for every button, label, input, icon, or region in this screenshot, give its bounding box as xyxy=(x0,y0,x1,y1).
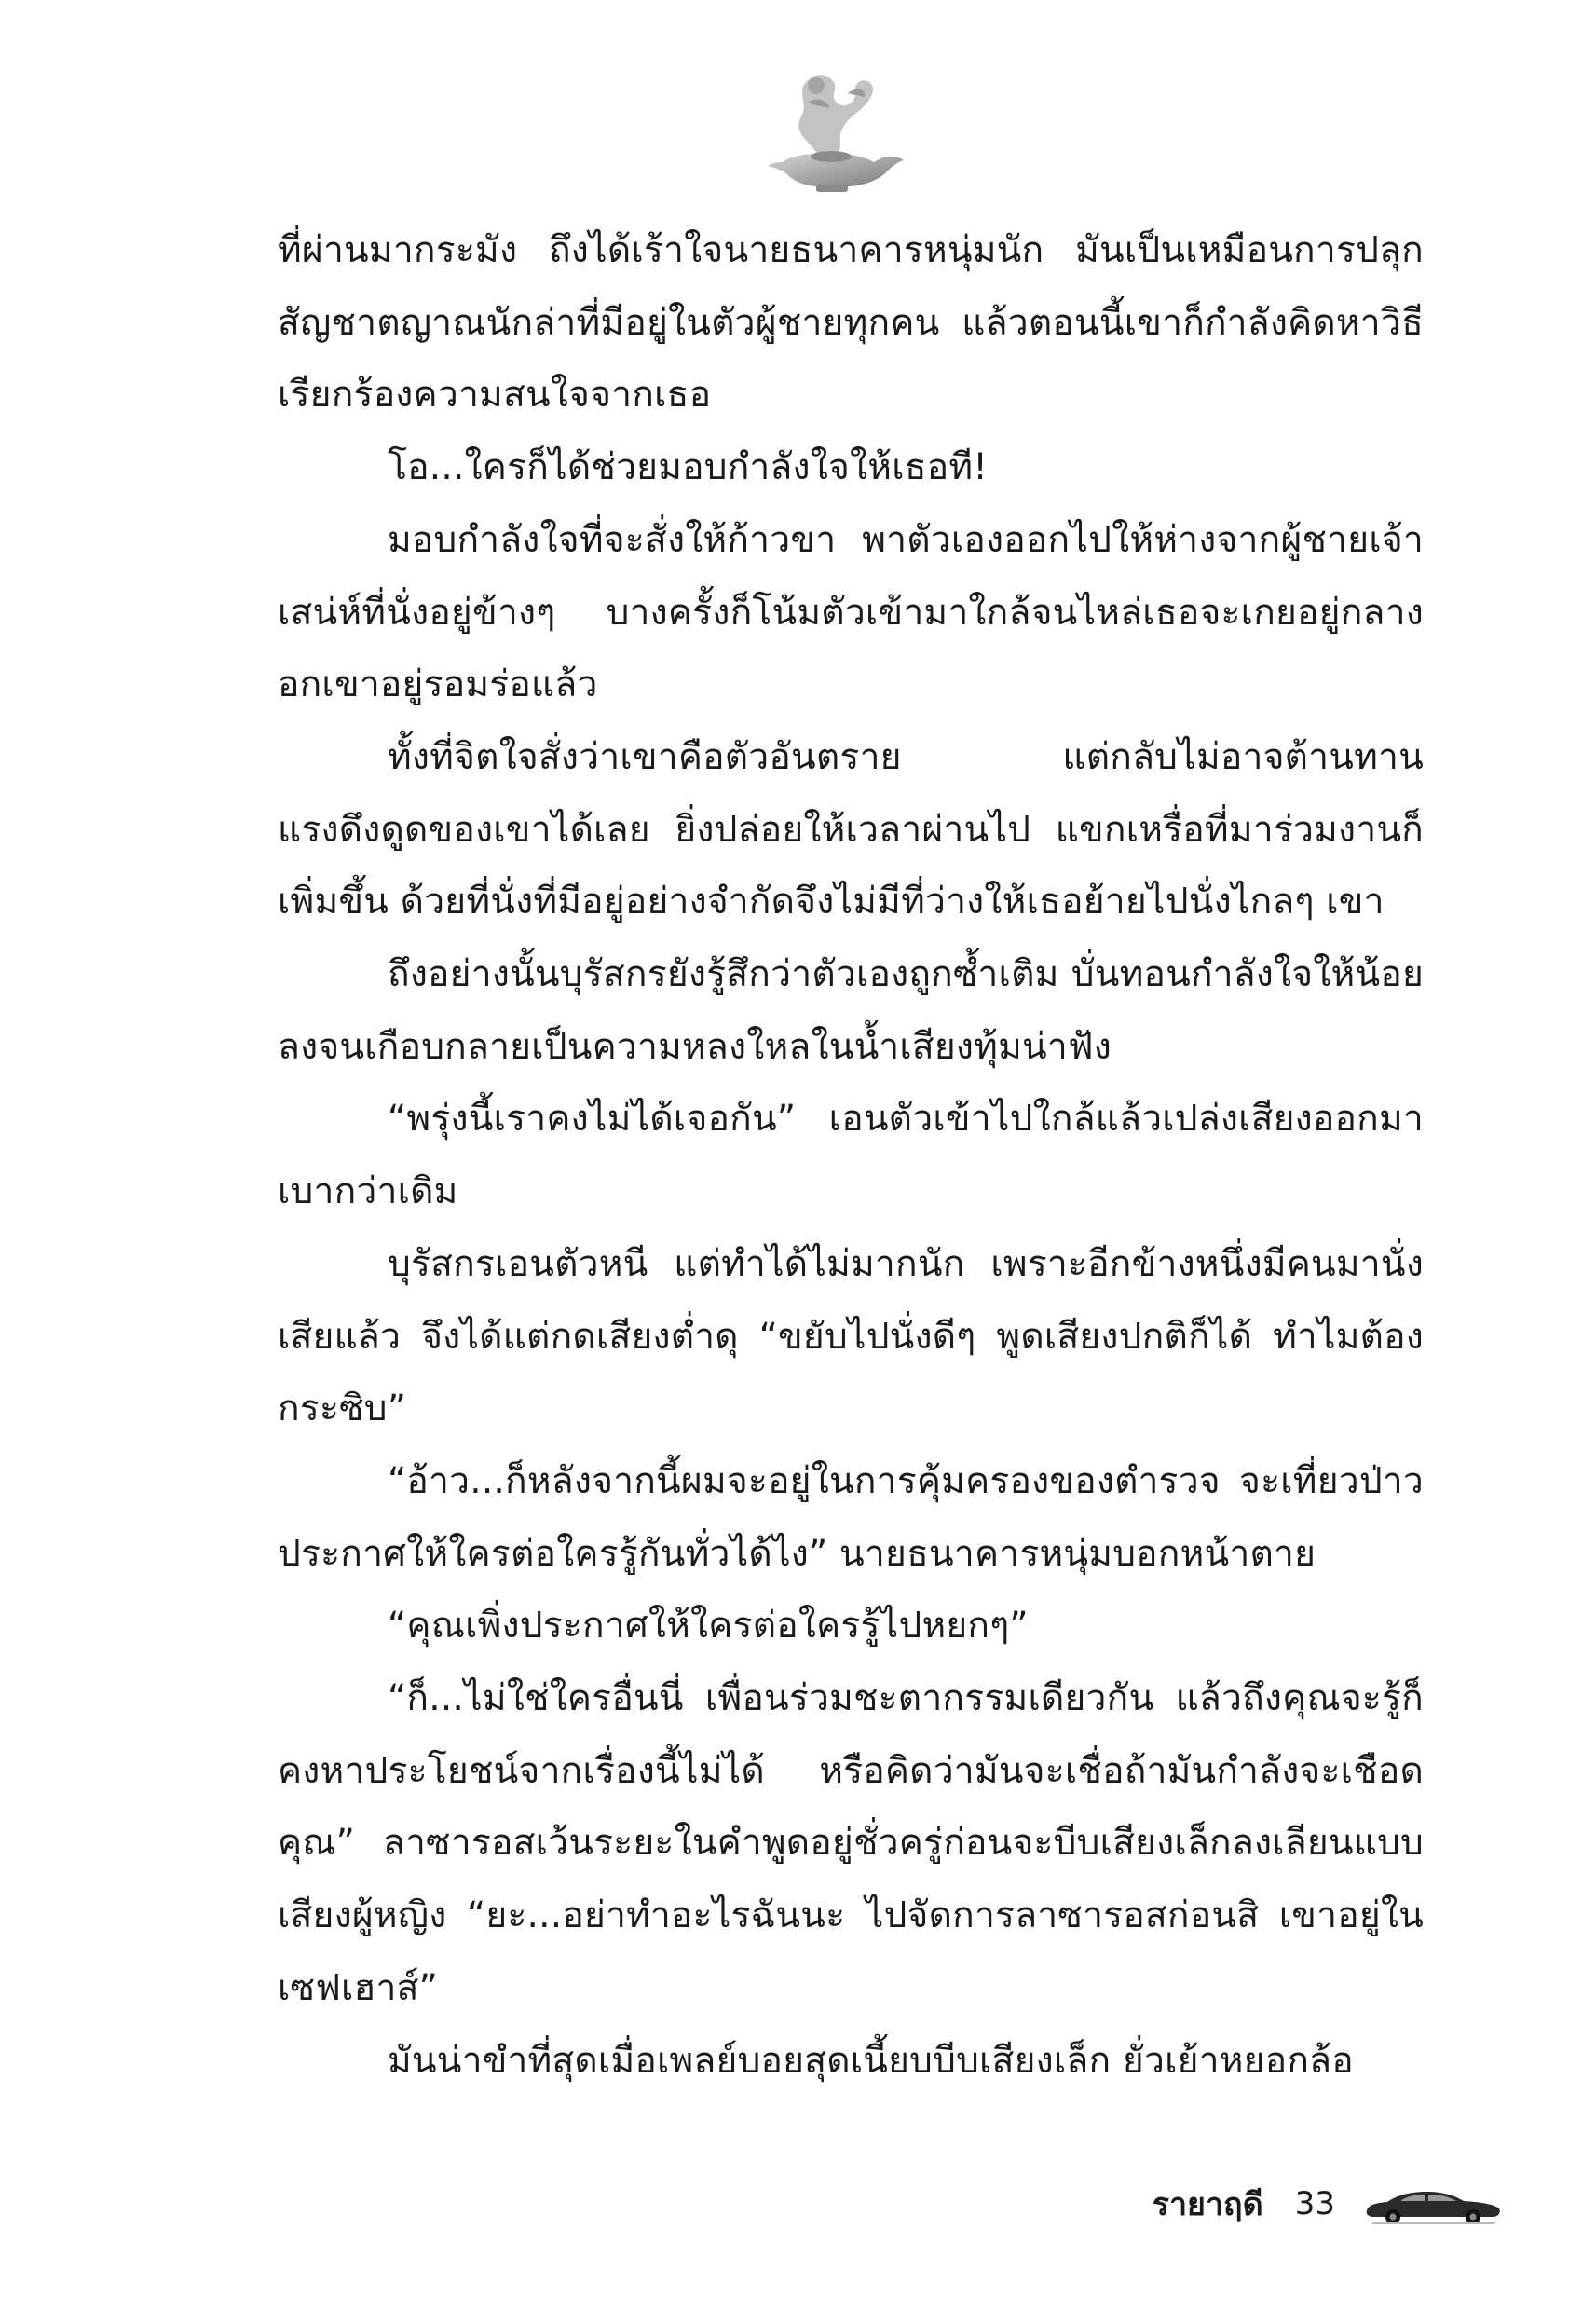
page-footer xyxy=(1153,2171,1503,2236)
genie-lamp-icon xyxy=(755,65,913,196)
paragraph: “อ้าว...ก็หลังจากนี้ผมจะอยู่ในการคุ้มครองของตำรวจ จะเที่ยวป่าวประกาศให้ใครต่อใครรู้กันทั่วได้ไง” นายธนาคารหนุ่มบอกหน้าตาย xyxy=(278,1459,1424,1575)
chapter-body xyxy=(278,214,1424,2097)
car-icon xyxy=(1363,2181,1503,2227)
paragraph: ที่ผ่านมากระมัง ถึงได้เร้าใจนายธนาคารหนุ่มนัก มันเป็นเหมือนการปลุกสัญชาตญาณนักล่าที่มีอยู่ในตัวผู้ชายทุกคน แล้วตอนนี้เขาก็กำลังคิดหาวิธีเรียกร้องความสนใจจากเธอ xyxy=(278,229,1424,417)
paragraph: บุรัสกรเอนตัวหนี แต่ทำได้ไม่มากนัก เพราะอีกข้างหนึ่งมีคนมานั่งเสียแล้ว จึงได้แต่กดเสียงต่ำดุ “ขยับไปนั่งดีๆ พูดเสียงปกติก็ได้ ทำไมต้องกระซิบ” xyxy=(278,1242,1424,1430)
paragraph: มอบกำลังใจที่จะสั่งให้ก้าวขา พาตัวเองออกไปให้ห่างจากผู้ชายเจ้าเสน่ห์ที่นั่งอยู่ข้างๆ บางครั้งก็โน้มตัวเข้ามาใกล้จนไหล่เธอจะเกยอยู่กลางอกเขาอยู่รอมร่อแล้ว xyxy=(278,518,1424,706)
running-title: รายาฤดี xyxy=(1152,2186,1263,2223)
paragraph: โอ...ใครก็ได้ช่วยมอบกำลังใจให้เธอที! xyxy=(388,446,989,489)
paragraph: มันน่าขำที่สุดเมื่อเพลย์บอยสุดเนี้ยบบีบเสียงเล็ก ยั่วเย้าหยอกล้อ xyxy=(388,2039,1354,2082)
paragraph: ถึงอย่างนั้นบุรัสกรยังรู้สึกว่าตัวเองถูกซ้ำเติม บั่นทอนกำลังใจให้น้อยลงจนเกือบกลายเป็นความหลงใหลในน้ำเสียงทุ้มน่าฟัง xyxy=(278,953,1424,1068)
paragraph: “พรุ่งนี้เราคงไม่ได้เจอกัน” เอนตัวเข้าไปใกล้แล้วเปล่งเสียงออกมาเบากว่าเดิม xyxy=(278,1098,1424,1213)
paragraph: “ก็...ไม่ใช่ใครอื่นนี่ เพื่อนร่วมชะตากรรมเดียวกัน แล้วถึงคุณจะรู้ก็คงหาประโยชน์จากเรื่องนี้ไม่ได้ หรือคิดว่ามันจะเชื่อถ้ามันกำลังจะเชือดคุณ” ลาซารอสเว้นระยะในคำพูดอยู่ชั่วครู่ก่อนจะบีบเสียงเล็กลงเลียนแบบเสียงผู้หญิง “ยะ...อย่าทำอะไรฉันนะ ไปจัดการลาซารอสก่อนสิ เขาอยู่ในเซฟเฮาส์” xyxy=(278,1677,1424,2009)
paragraph: ทั้งที่จิตใจสั่งว่าเขาคือตัวอันตราย แต่กลับไม่อาจต้านทานแรงดึงดูดของเขาได้เลย ยิ่งปล่อยให้เวลาผ่านไป แขกเหรื่อที่มาร่วมงานก็เพิ่มขึ้น ด้วยที่นั่งที่มีอยู่อย่างจำกัดจึงไม่มีที่ว่างให้เธอย้ายไปนั่งไกลๆ เขา xyxy=(278,735,1424,923)
paragraph: “คุณเพิ่งประกาศให้ใครต่อใครรู้ไปหยกๆ” xyxy=(388,1605,1029,1648)
page-number: 33 xyxy=(1294,2185,1335,2222)
